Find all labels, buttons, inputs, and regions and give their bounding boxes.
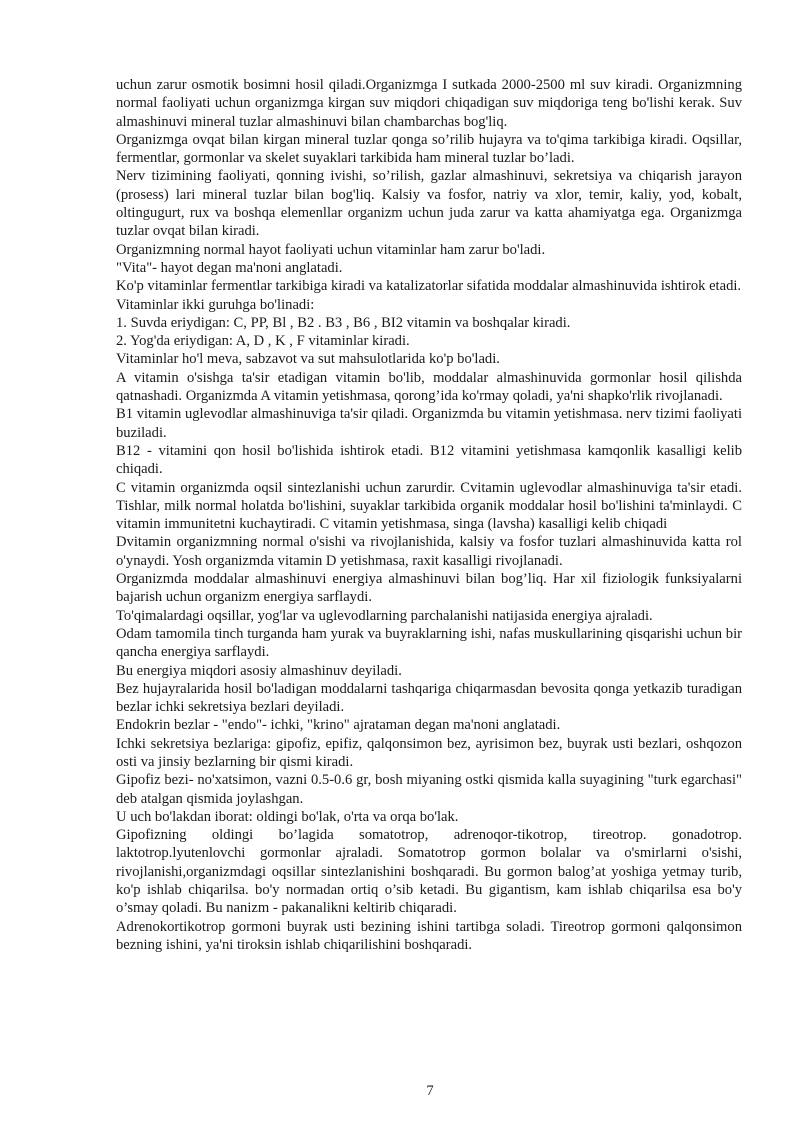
document-body (116, 76, 742, 954)
paragraph: A vitamin o'sishga ta'sir etadigan vitamin bo'lib, moddalar almashinuvida gormonlar hosil qilishda qatnashadi. Organizmda A vitamin yetishmasa, qorong’ida ko'rmay qoladi, ya'ni shapko'rlik rivojlanadi. (116, 369, 742, 405)
paragraph: Dvitamin organizmning normal o'sishi va rivojlanishida, kalsiy va fosfor tuzlari almashinuvida katta rol o'ynaydi. Yosh organizmda vitamin D yetishmasa, raxit kasalligi rivojlanadi. (116, 534, 742, 569)
paragraph: "Vita"- hayot degan ma'noni anglatadi. (116, 259, 343, 276)
paragraph: Endokrin bezlar - "endo"- ichki, "krino" ajrataman degan ma'noni anglatadi. (116, 717, 561, 734)
paragraph: Gipofizning oldingi bo’lagida somatotrop, adrenoqor-tikotrop, tireotrop. gonadotrop. laktotrop.lyutenlovchi gormonlar ajraladi. Somatotrop gormon bolalar va o'smirlarni o'sishi, rivojlanishi,organizmdagi oqsillar sintezlanishini boshqaradi. Bu gormon balog’at yoshiga yetmay turib, ko'p ishlab chiqarilsa. bo'y normadan ortiq o’sib ketadi. Bu gigantism, kam ishlab chiqarilsa esa bo'y o’smay qoladi. Bu nanizm - pakanalikni keltirib chiqaradi. (116, 827, 742, 917)
paragraph: Adrenokortikotrop gormoni buyrak usti bezining ishini tartibga soladi. Tireotrop gormoni qalqonsimon bezning ishini, ya'ni tiroksin ishlab chiqarilishini boshqaradi. (116, 918, 742, 953)
paragraph: Organizmda moddalar almashinuvi energiya almashinuvi bilan bog’liq. Har xil fiziologik funksiyalarni bajarish uchun organizm energiya sarflaydi. (116, 571, 742, 606)
page-number: 7 (426, 1083, 434, 1099)
paragraph: Nerv tizimining faoliyati, qonning ivishi, so’rilish, gazlar almashinuvi, sekretsiya va chiqarish jarayon (prosess) lari mineral tuzlar bilan bog'liq. Kalsiy va fosfor, natriy va xlor, temir, kaliy, yod, kobalt, oltingugurt, rux va boshqa elemenllar organizm uchun juda zarur va katta ahamiyatga ega. Organizmga tuzlar ovqat bilan kiradi. (116, 168, 742, 240)
paragraph: C vitamin organizmda oqsil sintezlanishi uchun zarurdir. Cvitamin uglevodlar almashinuviga ta'sir etadi. Tishlar, milk normal holatda bo'lishini, suyaklar tarkibida organik moddalar hosil bo'lishini ta'minlaydi. C vitamin immunitetni kuchaytiradi. C vitamin yetishmasa, singa (lavsha) kasalligi kelib chiqadi (116, 479, 742, 533)
paragraph: Vitaminlar ho'l meva, sabzavot va sut mahsulotlarida ko'p bo'ladi. (116, 351, 500, 368)
paragraph: Bez hujayralarida hosil bo'ladigan moddalarni tashqariga chiqarmasdan bevosita qonga yetkazib turadigan bezlar ichki sekretsiya bezlari deyiladi. (116, 680, 742, 716)
paragraph: U uch bo'lakdan iborat: oldingi bo'lak, o'rta va orqa bo'lak. (116, 808, 459, 825)
paragraph: Odam tamomila tinch turganda ham yurak va buyraklarning ishi, nafas muskullarining qisqarishi uchun bir qancha energiya sarflaydi. (116, 625, 742, 661)
list-item: 2. Yog'da eriydigan: A, D , K , F vitaminlar kiradi. (116, 333, 410, 350)
paragraph: Ichki sekretsiya bezlariga: gipofiz, epifiz, qalqonsimon bez, ayrisimon bez, buyrak usti bezlari, oshqozon osti va jinsiy bezlarning bir qismi kiradi. (116, 735, 742, 770)
list-item: 1. Suvda eriydigan: C, PP, Bl , B2 . B3 , B6 , BI2 vitamin va boshqalar kiradi. (116, 314, 571, 331)
paragraph: Organizmning normal hayot faoliyati uchun vitaminlar ham zarur bo'ladi. (116, 241, 546, 258)
paragraph: To'qimalardagi oqsillar, yog'lar va uglevodlarning parchalanishi natijasida energiya ajraladi. (116, 607, 653, 624)
paragraph: Bu energiya miqdori asosiy almashinuv deyiladi. (116, 662, 402, 679)
paragraph: B12 - vitamini qon hosil bo'lishida ishtirok etadi. B12 vitamini yetishmasa kamqonlik kasalligi kelib chiqadi. (116, 442, 742, 478)
paragraph: Ko'p vitaminlar fermentlar tarkibiga kiradi va katalizatorlar sifatida moddalar almashinuvida ishtirok etadi. (116, 278, 742, 295)
paragraph: uchun zarur osmotik bosimni hosil qiladi.Organizmga I sutkada 2000-2500 ml suv kiradi. Organizmning normal faoliyati uchun organizmga kirgan suv miqdori chiqadigan suv miqdoriga teng bo'lishi kerak. Suv almashinuvi mineral tuzlar almashinuvi bilan chambarchas bog'liq. (116, 77, 742, 130)
paragraph: Vitaminlar ikki guruhga bo'linadi: (116, 296, 315, 313)
paragraph: Organizmga ovqat bilan kirgan mineral tuzlar qonga so’rilib hujayra va to'qima tarkibiga kiradi. Oqsillar, fermentlar, gormonlar va skelet suyaklari tarkibida ham mineral tuzlar bo’ladi. (116, 131, 742, 167)
paragraph: Gipofiz bezi- no'xatsimon, vazni 0.5-0.6 gr, bosh miyaning ostki qismida kalla suyagining "turk egarchasi" deb atalgan qismida joylashgan. (116, 772, 742, 807)
paragraph: B1 vitamin uglevodlar almashinuviga ta'sir qiladi. Organizmda bu vitamin yetishmasa. nerv tizimi faoliyati buziladi. (116, 406, 742, 441)
